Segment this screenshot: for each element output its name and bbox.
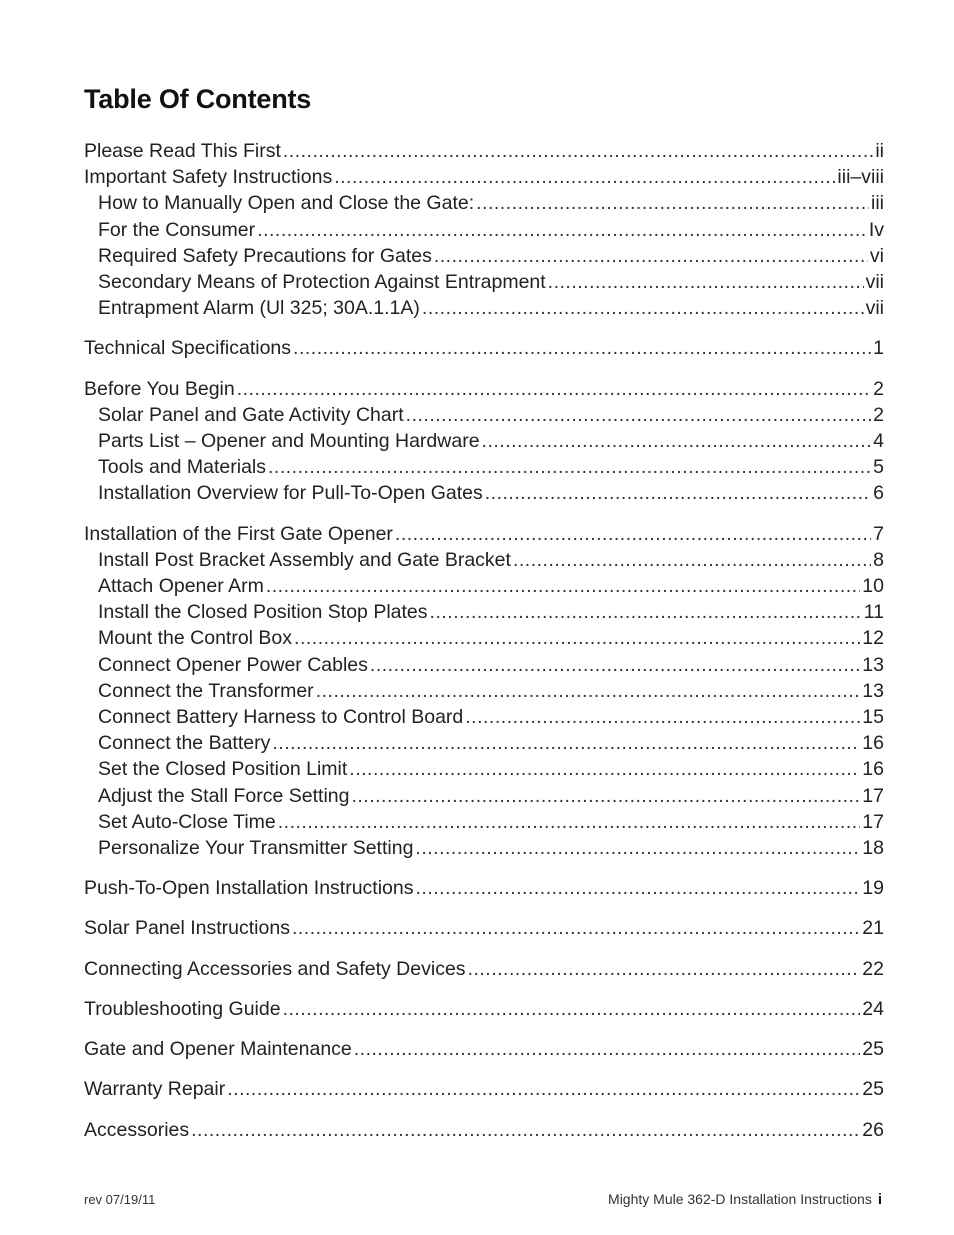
toc-entry-page: 2 <box>873 403 884 426</box>
revision-date: rev 07/19/11 <box>84 1192 156 1207</box>
dot-leader <box>548 269 864 295</box>
dot-leader <box>513 547 871 573</box>
toc-entry[interactable] <box>84 1117 884 1143</box>
toc-entry[interactable] <box>84 164 884 190</box>
toc-subentry[interactable] <box>84 243 884 269</box>
toc-entry-page: 10 <box>862 575 884 598</box>
toc-entry-label: For the Consumer <box>98 218 256 241</box>
dot-leader <box>465 704 860 730</box>
toc-subentry[interactable] <box>84 835 884 861</box>
toc-entry-label: Adjust the Stall Force Setting <box>98 784 350 807</box>
toc-entry-label: Install Post Bracket Assembly and Gate Bracket <box>98 548 511 571</box>
toc-entry-page: 5 <box>873 456 884 479</box>
toc-entry-page: vi <box>869 244 884 267</box>
toc-entry-label: Secondary Means of Protection Against Entrapment <box>98 271 546 294</box>
dot-leader <box>272 730 860 756</box>
toc-entry-page: 2 <box>873 377 884 400</box>
toc-entry-page: 7 <box>873 522 884 545</box>
toc-entry-label: Tools and Materials <box>98 456 266 479</box>
footer-document-info <box>608 1191 882 1208</box>
toc-subentry[interactable] <box>84 547 884 573</box>
toc-subentry[interactable] <box>84 402 884 428</box>
toc-entry-label: Solar Panel and Gate Activity Chart <box>98 403 404 426</box>
toc-entry-page: 12 <box>862 627 884 650</box>
toc-entry-page: 11 <box>863 601 884 624</box>
dot-leader <box>334 164 835 190</box>
dot-leader <box>294 625 860 651</box>
toc-entry-page: 21 <box>862 917 884 940</box>
dot-leader <box>227 1076 860 1102</box>
document-title: Mighty Mule 362-D Installation Instructions <box>608 1191 872 1207</box>
toc-entry-label: Important Safety Instructions <box>84 166 333 189</box>
toc-entry-page: 22 <box>862 957 884 980</box>
toc-entry-page: vii <box>865 297 884 320</box>
toc-entry-page: 25 <box>862 1038 884 1061</box>
toc-entry-label: Accessories <box>84 1118 190 1141</box>
dot-leader <box>416 875 861 901</box>
dot-leader <box>415 835 860 861</box>
dot-leader <box>268 454 871 480</box>
toc-entry-label: Technical Specifications <box>84 337 292 360</box>
toc-entry-page: 19 <box>862 877 884 900</box>
toc-entry[interactable] <box>84 956 884 982</box>
dot-leader <box>316 678 861 704</box>
toc-entry[interactable] <box>84 335 884 361</box>
toc-entry[interactable] <box>84 521 884 547</box>
toc-entry[interactable] <box>84 915 884 941</box>
toc-entry-label: Connect the Transformer <box>98 679 314 702</box>
toc-entry-label: Set the Closed Position Limit <box>98 758 348 781</box>
dot-leader <box>482 428 872 454</box>
dot-leader <box>283 138 873 164</box>
dot-leader <box>278 809 861 835</box>
toc-entry[interactable] <box>84 875 884 901</box>
dot-leader <box>430 599 862 625</box>
toc-entry-label: Connect Battery Harness to Control Board <box>98 706 464 729</box>
toc-subentry[interactable] <box>84 678 884 704</box>
toc-entry[interactable] <box>84 996 884 1022</box>
toc-entry-page: 16 <box>862 758 884 781</box>
page-number: i <box>877 1191 882 1208</box>
toc-entry-page: 26 <box>862 1118 884 1141</box>
toc-entry-label: Parts List – Opener and Mounting Hardware <box>98 430 480 453</box>
toc-subentry[interactable] <box>84 573 884 599</box>
toc-entry-label: Solar Panel Instructions <box>84 917 290 940</box>
dot-leader <box>191 1117 860 1143</box>
dot-leader <box>293 335 871 361</box>
dot-leader <box>485 480 871 506</box>
toc-entry-label: Entrapment Alarm (Ul 325; 30A.1.1A) <box>98 297 420 320</box>
toc-entry-page: 13 <box>862 679 884 702</box>
dot-leader <box>468 956 861 982</box>
toc-entry-label: Required Safety Precautions for Gates <box>98 244 432 267</box>
toc-subentry[interactable] <box>84 652 884 678</box>
toc-entry-label: Push-To-Open Installation Instructions <box>84 877 414 900</box>
toc-entry-page: 17 <box>862 810 884 833</box>
toc-entry-label: Connecting Accessories and Safety Devices <box>84 957 466 980</box>
dot-leader <box>406 402 871 428</box>
dot-leader <box>351 783 860 809</box>
toc-subentry[interactable] <box>84 295 884 321</box>
toc-entry-page: ii <box>875 140 884 162</box>
toc-subentry[interactable] <box>84 454 884 480</box>
dot-leader <box>283 996 861 1022</box>
toc-subentry[interactable] <box>84 190 884 216</box>
toc-entry-label: Gate and Opener Maintenance <box>84 1038 352 1061</box>
toc-entry-page: 16 <box>862 732 884 755</box>
toc-subentry[interactable] <box>84 809 884 835</box>
toc-entry-page: 18 <box>862 837 884 860</box>
dot-leader <box>349 756 860 782</box>
toc-entry-label: How to Manually Open and Close the Gate: <box>98 192 475 215</box>
toc-entry[interactable] <box>84 376 884 402</box>
toc-entry-label: Please Read This First <box>84 140 281 162</box>
toc-entry[interactable] <box>84 1076 884 1102</box>
toc-subentry[interactable] <box>84 217 884 243</box>
toc-entry-page: 17 <box>862 784 884 807</box>
toc-entry[interactable] <box>84 1036 884 1062</box>
dot-leader <box>237 376 871 402</box>
dot-leader <box>266 573 860 599</box>
table-of-contents <box>84 138 884 1143</box>
page-title: Table Of Contents <box>84 84 312 114</box>
toc-subentry[interactable] <box>84 269 884 295</box>
dot-leader <box>476 190 869 216</box>
dot-leader <box>354 1036 861 1062</box>
dot-leader <box>292 915 860 941</box>
toc-subentry[interactable] <box>84 480 884 506</box>
toc-subentry[interactable] <box>84 599 884 625</box>
dot-leader <box>434 243 868 269</box>
toc-entry[interactable] <box>84 138 884 164</box>
toc-entry-label: Install the Closed Position Stop Plates <box>98 601 428 624</box>
toc-entry-label: Mount the Control Box <box>98 627 293 650</box>
toc-entry-label: Before You Begin <box>84 377 235 400</box>
toc-entry-page: iii <box>871 192 884 215</box>
toc-entry-page: 13 <box>862 653 884 676</box>
toc-entry-label: Troubleshooting Guide <box>84 997 281 1020</box>
toc-entry-label: Set Auto-Close Time <box>98 810 276 833</box>
toc-entry-page: 4 <box>873 430 884 453</box>
toc-entry-page: 25 <box>862 1078 884 1101</box>
toc-entry-page: Iv <box>868 218 884 241</box>
dot-leader <box>370 652 860 678</box>
toc-entry-page: 24 <box>862 997 884 1020</box>
toc-subentry[interactable] <box>84 704 884 730</box>
toc-subentry[interactable] <box>84 756 884 782</box>
toc-subentry[interactable] <box>84 428 884 454</box>
toc-entry-label: Attach Opener Arm <box>98 575 264 598</box>
toc-subentry[interactable] <box>84 625 884 651</box>
toc-entry-page: 1 <box>873 337 884 360</box>
toc-entry-page: 8 <box>873 548 884 571</box>
toc-entry-label: Connect the Battery <box>98 732 271 755</box>
dot-leader <box>257 217 867 243</box>
toc-entry-label: Connect Opener Power Cables <box>98 653 368 676</box>
toc-entry-page: iii–viii <box>837 166 884 189</box>
toc-subentry[interactable] <box>84 783 884 809</box>
toc-entry-label: Personalize Your Transmitter Setting <box>98 837 414 860</box>
toc-entry-label: Warranty Repair <box>84 1078 226 1101</box>
toc-subentry[interactable] <box>84 730 884 756</box>
dot-leader <box>395 521 871 547</box>
toc-entry-page: 15 <box>862 706 884 729</box>
toc-entry-label: Installation Overview for Pull-To-Open Gates <box>98 482 483 505</box>
dot-leader <box>422 295 864 321</box>
toc-entry-page: 6 <box>873 482 884 505</box>
toc-entry-label: Installation of the First Gate Opener <box>84 522 393 545</box>
toc-entry-page: vii <box>865 271 884 294</box>
